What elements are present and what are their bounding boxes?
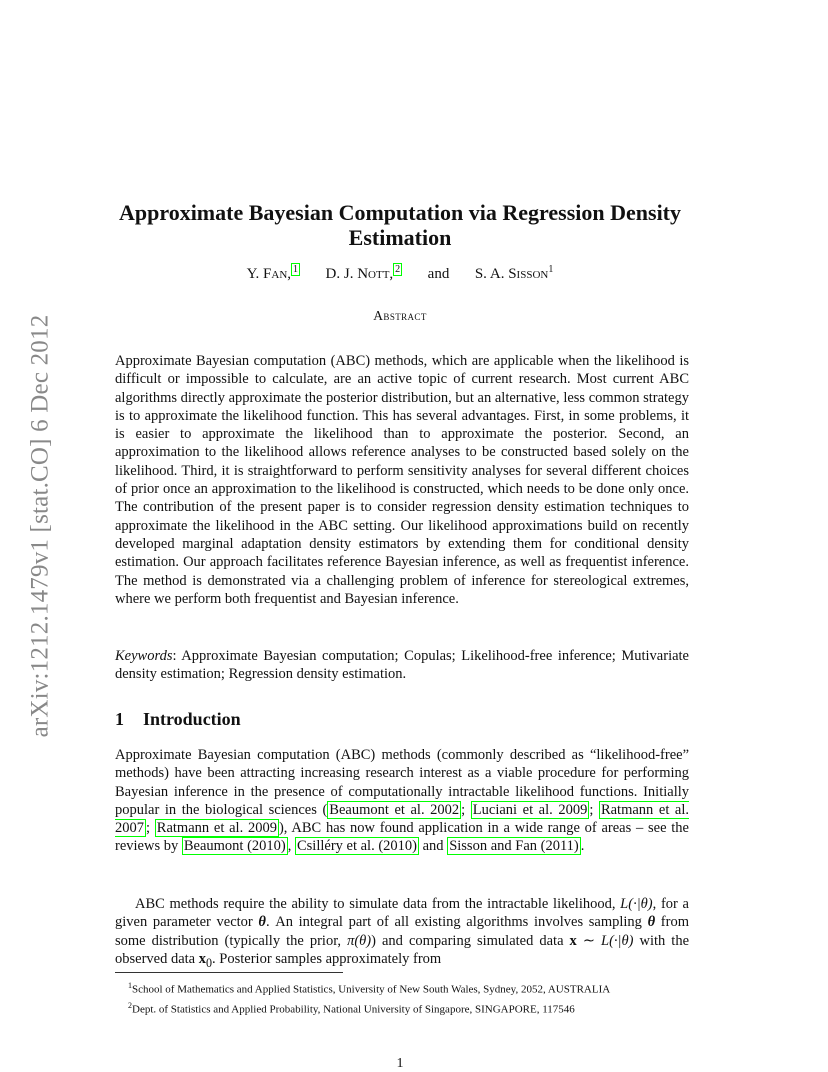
section-heading-introduction	[115, 709, 241, 730]
footnote-divider	[115, 972, 343, 973]
footnote-1: $^1$School of Mathematics and Applied Statistics, University of New South Wales, Sydney, 2052, AUSTRALIA	[128, 981, 611, 996]
citation-link[interactable]: Sisson and Fan (2011)	[449, 838, 579, 855]
author-nott: D. J. Nott,	[325, 266, 394, 282]
math-x: x	[569, 932, 577, 949]
citation-link[interactable]: Beaumont et al. 2002	[329, 801, 460, 818]
footnote-link-2[interactable]: 2	[395, 264, 401, 275]
keywords-list: : Approximate Bayesian computation; Copulas; Likelihood-free inference; Mutivariate density estimation; Regression density estimation.	[115, 648, 689, 683]
math-x0: x	[198, 950, 206, 967]
intro-paragraph-2: ABC methods require the ability to simulate data from the intractable likelihood, L(·|θ), for a given parameter vector θ. An integral part of all existing algorithms involves sampling θ from some distribution (typically the prior, π(θ)) and comparing simulated data x ∼ L(·|θ) with the observed data $x_0$. Posterior samples approximately from	[115, 896, 690, 970]
math-prior: π(θ)	[347, 932, 372, 949]
footnote-link-1[interactable]: 1	[293, 264, 299, 275]
author-fan: Y. Fan,	[246, 266, 292, 282]
math-theta: θ	[258, 914, 266, 931]
footnote-mark-1: 1	[548, 264, 554, 275]
keywords	[115, 647, 689, 684]
math-theta: θ	[647, 914, 656, 931]
section-number: 1	[115, 709, 124, 729]
author-sisson: S. A. Sisson	[474, 266, 549, 282]
citation-link[interactable]: Beaumont (2010)	[183, 838, 286, 855]
abstract-heading: Abstract	[373, 308, 427, 323]
footnotes	[128, 978, 688, 1017]
keywords-label: Keywords	[115, 648, 173, 664]
arxiv-stamp	[20, 296, 60, 756]
page-number: 1	[396, 1056, 404, 1071]
author-conjunction: and	[427, 266, 450, 282]
author-list	[100, 266, 700, 283]
math-likelihood: L(·|θ)	[601, 932, 634, 949]
paper-title: Approximate Bayesian Computation via Regression Density Estimation	[118, 200, 682, 250]
math-x0-subscript: 0	[206, 955, 213, 970]
intro-paragraph-1: Approximate Bayesian computation (ABC) methods (commonly described as “likelihood-free” methods) have been attracting increasing research interest as a viable procedure for performing Bayesian inference in the presence of computationally intractable likelihood functions. Initially popular in the biological sciences ( Beaumont et al. 2002 ; Luciani et al. 2009 ; Ratmann et al. 2007 ; Ratmann et al. 2009 ), ABC has now found application in a wide range of areas – see the reviews by Beaumont (2010) , Csilléry et al. (2010) and Sisson and Fan (2011) .	[115, 747, 690, 855]
citation-link[interactable]: Csilléry et al. (2010)	[296, 838, 417, 855]
citation-link[interactable]: Ratmann et al. 2009	[156, 820, 277, 837]
section-title: Introduction	[143, 709, 241, 729]
citation-link[interactable]: Luciani et al. 2009	[472, 801, 588, 818]
footnote-2: $^2$Dept. of Statistics and Applied Probability, National University of Singapore, SINGAPORE, 117546	[128, 1000, 575, 1016]
arxiv-identifier: arXiv:1212.1479v1 [stat.CO] 6 Dec 2012	[26, 314, 53, 738]
abstract-text: Approximate Bayesian computation (ABC) methods, which are applicable when the likelihood is difficult or impossible to calculate, are an active topic of current research. Most current ABC algorithms directly approximate the posterior distribution, but an alternative, less common strategy is to approximate the likelihood function. This has several advantages. First, in some problems, it is easier to approximate the likelihood than to approximate the posterior. Second, an approximation to the likelihood allows reference analyses to be constructed based solely on the likelihood. Third, it is straightforward to perform sensitivity analyses for several different choices of prior once an approximation to the likelihood is constructed, which needs to be done only once. The contribution of the present paper is to consider regression density estimation techniques to approximate the likelihood in the ABC setting. Our likelihood approximations build on recently developed marginal adaptation density estimators by extending them for conditional density estimation. Our approach facilitates reference Bayesian inference, as well as frequentist inference. The method is demonstrated via a challenging problem of inference for stereological extremes, where we perform both frequentist and Bayesian inference.	[115, 353, 689, 607]
math-likelihood: L(·|θ)	[620, 896, 653, 912]
citation-link[interactable]: Ratmann et al. 2007	[115, 801, 690, 837]
